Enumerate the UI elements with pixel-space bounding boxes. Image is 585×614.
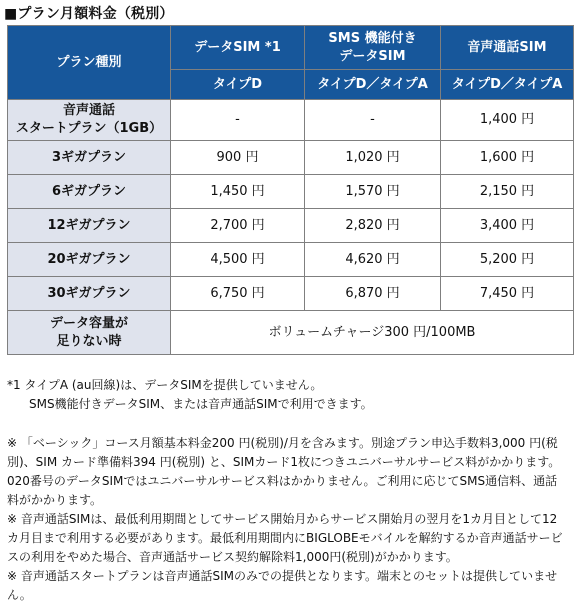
header-sms-data-sim	[305, 26, 441, 70]
price-cell: -	[171, 100, 305, 141]
table-row	[8, 277, 574, 311]
note-line: 020番号のデータSIMではユニバーサルサービス料はかかりません。ご利用に応じてSMS通信料、通話	[7, 474, 558, 488]
note-line: カ月目まで利用する必要があります。最低利用期間内にBIGLOBEモバイルを解約するか音声通話サービ	[7, 531, 563, 545]
price-cell: 4,620 円	[305, 243, 441, 277]
price-cell: 5,200 円	[441, 243, 574, 277]
price-cell: 2,820 円	[305, 209, 441, 243]
row-label-line1: データ容量が	[49, 315, 128, 331]
footnotes	[7, 434, 577, 605]
table-row	[8, 141, 574, 175]
subheader-type-1: タイプD	[171, 70, 305, 100]
note-line: 料がかかります。	[7, 493, 103, 507]
row-label-line2: 足りない時	[56, 333, 122, 349]
price-cell: 2,700 円	[171, 209, 305, 243]
row-label: 6ギガプラン	[8, 175, 171, 209]
row-label: 30ギガプラン	[8, 277, 171, 311]
header-plan-type: プラン種別	[8, 26, 171, 100]
note-line: ん。	[7, 588, 32, 602]
row-label: 3ギガプラン	[8, 141, 171, 175]
price-cell: -	[305, 100, 441, 141]
row-label	[8, 311, 171, 355]
note-line: SMS機能付きデータSIM、または音声通話SIMで利用できます。	[29, 397, 373, 411]
plan-price-table	[7, 25, 574, 355]
note-line: *1 タイプA (au回線)は、データSIMを提供していません。	[7, 378, 323, 392]
note-line: ※ 音声通話SIMは、最低利用期間としてサービス開始月からサービス開始月の翌月を1カ月目として12	[7, 512, 558, 526]
table-row	[8, 175, 574, 209]
note-line: スの利用をやめた場合、音声通話サービス契約解除料1,000円(税別)がかかります。	[7, 550, 458, 564]
table-row	[8, 100, 574, 141]
table-row	[8, 243, 574, 277]
price-cell: 3,400 円	[441, 209, 574, 243]
price-cell: 6,750 円	[171, 277, 305, 311]
header-sms-line1: SMS 機能付き	[328, 30, 417, 46]
row-label: 12ギガプラン	[8, 209, 171, 243]
header-voice-sim: 音声通話SIM	[441, 26, 574, 70]
page-title: ■プラン月額料金（税別）	[4, 6, 174, 22]
row-label-line2: スタートプラン（1GB）	[15, 121, 163, 136]
note-line: ※ 音声通話スタートプランは音声通話SIMのみでの提供となります。端末とのセットは提供していませ	[7, 569, 558, 583]
price-cell: 1,020 円	[305, 141, 441, 175]
price-cell: 6,870 円	[305, 277, 441, 311]
subheader-type-2: タイプD／タイプA	[305, 70, 441, 100]
footnote-1	[7, 376, 577, 414]
table-row	[8, 209, 574, 243]
header-data-sim: データSIM *1	[171, 26, 305, 70]
note-line: 別)、SIM カード準備料394 円(税別) と、SIMカード1枚につきユニバーサルサービス料がかかります。	[7, 455, 561, 469]
row-label: 20ギガプラン	[8, 243, 171, 277]
price-cell: 7,450 円	[441, 277, 574, 311]
price-cell: 1,450 円	[171, 175, 305, 209]
subheader-type-3: タイプD／タイプA	[441, 70, 574, 100]
price-cell: 2,150 円	[441, 175, 574, 209]
price-cell: 900 円	[171, 141, 305, 175]
volume-charge-cell: ボリュームチャージ300 円/100MB	[171, 311, 574, 355]
note-line: ※ 「ベーシック」コース月額基本料金200 円(税別)/月を含みます。別途プラン申込手数料3,000 円(税	[7, 436, 558, 450]
price-cell: 1,600 円	[441, 141, 574, 175]
header-sms-line2: データSIM	[339, 48, 406, 64]
row-label	[8, 100, 171, 141]
price-cell: 1,570 円	[305, 175, 441, 209]
table-row	[8, 311, 574, 355]
row-label-line1: 音声通話	[62, 103, 115, 118]
price-cell: 4,500 円	[171, 243, 305, 277]
price-cell: 1,400 円	[441, 100, 574, 141]
